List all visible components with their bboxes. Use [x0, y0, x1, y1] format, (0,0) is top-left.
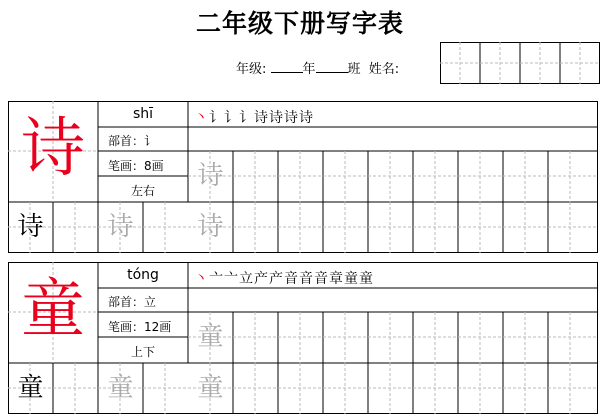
stroke-step: 产 — [269, 271, 284, 287]
char-card-1 — [8, 101, 598, 253]
trace-character: 童 — [107, 373, 134, 403]
page-title: 二年级下册写字表 — [195, 9, 404, 38]
structure: 上下 — [130, 345, 155, 359]
stroke-order — [194, 268, 374, 288]
stroke-step: 诗 — [254, 110, 269, 126]
big-character: 童 — [21, 273, 85, 347]
stroke-step: 讠 — [224, 110, 239, 126]
trace-character: 诗 — [197, 212, 224, 242]
student-info — [236, 58, 399, 77]
stroke-step: 讠 — [209, 110, 224, 126]
grade-field[interactable] — [271, 60, 303, 73]
stroke-order — [194, 107, 314, 127]
trace-character: 诗 — [107, 212, 134, 242]
stroke-step: 讠 — [239, 110, 254, 126]
stroke-step: 亠 — [209, 271, 224, 287]
pinyin: shī — [132, 106, 154, 122]
stroke-step: 亠 — [224, 271, 239, 287]
radical: 部首：讠 — [108, 134, 157, 148]
model-character: 诗 — [17, 212, 44, 242]
stroke-step: 童 — [344, 271, 359, 287]
stroke-step: 音 — [299, 271, 314, 287]
stroke-step: 诗 — [284, 110, 299, 126]
stroke-step: 丶 — [194, 110, 209, 126]
stroke-step: 音 — [284, 271, 299, 287]
stroke-step: 产 — [254, 271, 269, 287]
stroke-step: 立 — [239, 271, 254, 287]
name-grid[interactable] — [440, 42, 600, 84]
stroke-count: 笔画：8画 — [108, 159, 164, 173]
stroke-step: 音 — [314, 271, 329, 287]
pinyin: tóng — [127, 267, 159, 283]
radical: 部首：立 — [108, 295, 157, 309]
stroke-step: 丶 — [194, 271, 209, 287]
class-label: 班 — [347, 62, 361, 77]
char-card-2 — [8, 262, 598, 414]
stroke-step: 章 — [329, 271, 344, 287]
trace-character: 童 — [197, 322, 224, 352]
grade-label: 年级: — [236, 62, 267, 77]
structure: 左右 — [130, 184, 155, 198]
class-field[interactable] — [316, 60, 348, 73]
name-label: 姓名: — [368, 62, 400, 77]
model-character: 童 — [17, 373, 44, 403]
stroke-step: 童 — [359, 271, 374, 287]
stroke-count: 笔画：12画 — [108, 320, 172, 334]
trace-character: 诗 — [197, 161, 224, 191]
stroke-step: 诗 — [269, 110, 284, 126]
stroke-step: 诗 — [299, 110, 314, 126]
year-label: 年 — [302, 62, 316, 77]
big-character: 诗 — [21, 112, 85, 186]
trace-character: 童 — [197, 373, 224, 403]
